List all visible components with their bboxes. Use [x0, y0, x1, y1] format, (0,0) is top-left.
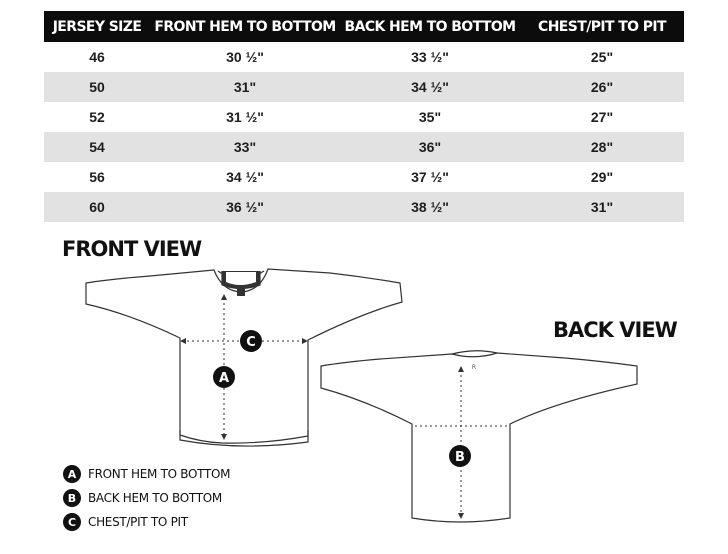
back-jersey-illustration	[321, 351, 637, 522]
legend-item-a	[63, 462, 230, 486]
cell-size: 60	[44, 192, 150, 222]
cell-front-hem: 36 ½"	[150, 192, 340, 222]
cell-chest: 31"	[520, 192, 684, 222]
svg-text:R: R	[471, 364, 477, 371]
cell-front-hem: 34 ½"	[226, 169, 264, 185]
cell-chest: 29"	[590, 169, 614, 185]
legend-badge-a: A	[63, 465, 81, 483]
cell-front-hem: 31"	[150, 72, 340, 102]
front-view-title: FRONT VIEW	[62, 237, 202, 261]
marker-b	[449, 445, 471, 467]
marker-a-label: A	[218, 371, 230, 386]
header-back-hem: BACK HEM TO BOTTOM	[340, 11, 520, 42]
cell-size: 46	[89, 49, 105, 65]
cell-back-hem: 33 ½"	[411, 49, 449, 65]
marker-c-label: C	[246, 335, 256, 350]
marker-a	[213, 366, 235, 388]
legend-item-b	[63, 486, 230, 510]
cell-size: 52	[89, 109, 105, 125]
cell-size: 50	[44, 72, 150, 102]
header-front-hem: FRONT HEM TO BOTTOM	[150, 11, 340, 42]
legend-item-c	[63, 510, 230, 534]
cell-chest: 27"	[590, 109, 614, 125]
header-jersey-size: JERSEY SIZE	[44, 11, 150, 42]
cell-front-hem: 30 ½"	[226, 49, 264, 65]
legend-label-b: BACK HEM TO BOTTOM	[88, 491, 222, 505]
marker-c	[240, 330, 262, 352]
cell-size: 54	[44, 132, 150, 162]
cell-front-hem: 31 ½"	[226, 109, 264, 125]
cell-back-hem: 37 ½"	[411, 169, 449, 185]
cell-back-hem: 36"	[340, 132, 520, 162]
back-view-title: BACK VIEW	[553, 318, 677, 342]
header-chest: CHEST/PIT TO PIT	[520, 11, 684, 42]
cell-front-hem: 33"	[150, 132, 340, 162]
legend-badge-b: B	[63, 489, 81, 507]
cell-back-hem: 35"	[418, 109, 442, 125]
marker-b-label: B	[455, 450, 465, 465]
cell-chest: 28"	[520, 132, 684, 162]
cell-size: 56	[89, 169, 105, 185]
cell-back-hem: 34 ½"	[340, 72, 520, 102]
measurement-legend	[63, 462, 230, 534]
cell-chest: 25"	[590, 49, 614, 65]
front-jersey-illustration	[86, 269, 402, 446]
cell-back-hem: 38 ½"	[340, 192, 520, 222]
cell-chest: 26"	[520, 72, 684, 102]
legend-label-c: CHEST/PIT TO PIT	[88, 515, 188, 529]
legend-label-a: FRONT HEM TO BOTTOM	[88, 467, 231, 481]
legend-badge-c: C	[63, 513, 81, 531]
